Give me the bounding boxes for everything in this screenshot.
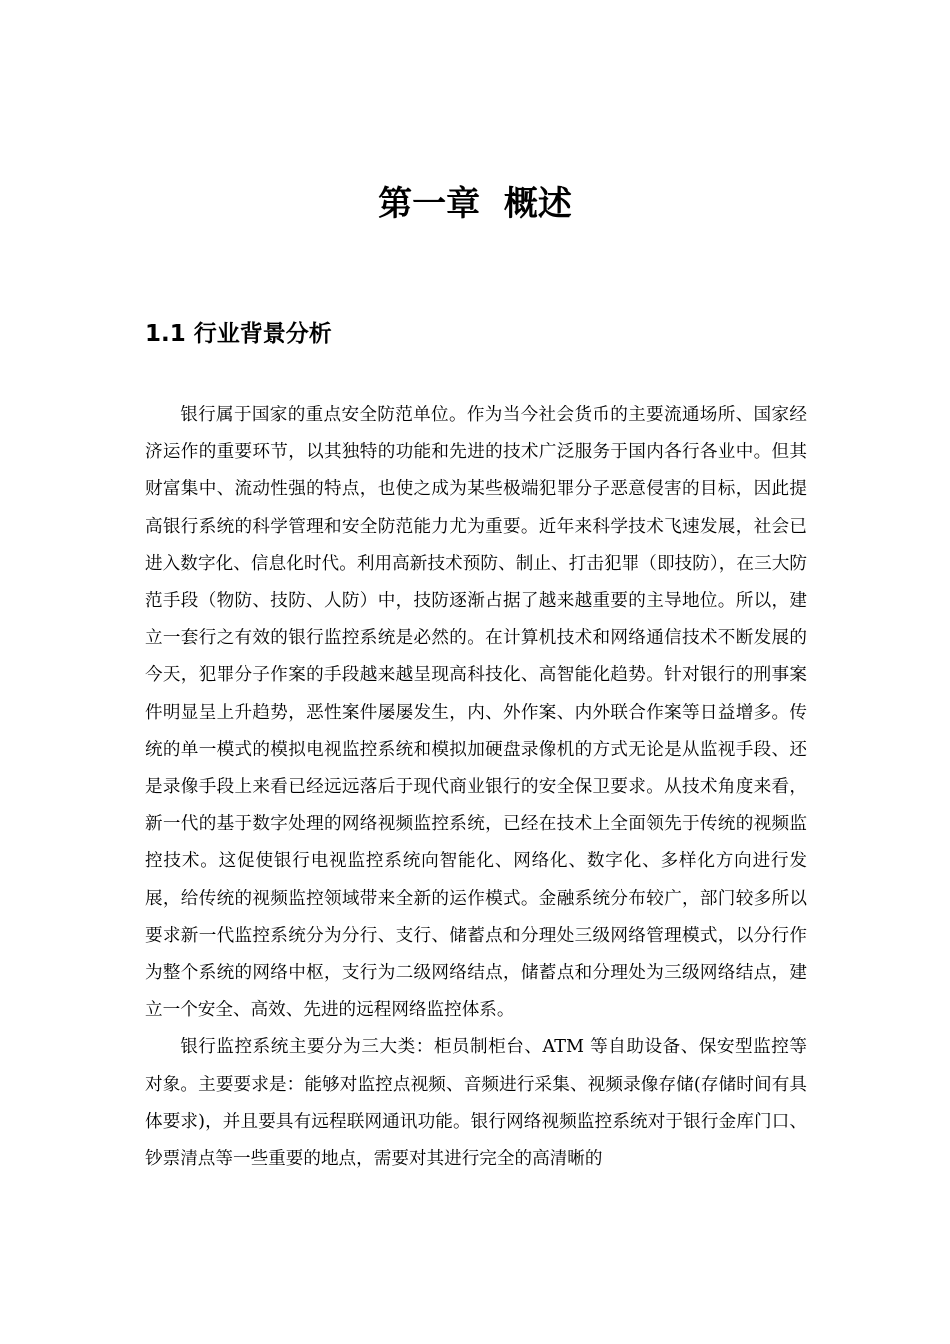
paragraph-1: 银行属于国家的重点安全防范单位。作为当今社会货币的主要流通场所、国家经济运作的重要环节，以其独特的功能和先进的技术广泛服务于国内各行各业中。但其财富集中、流动性强的特点，也使之成为某些极端犯罪分子恶意侵害的目标，因此提高银行系统的科学管理和安全防范能力尤为重要。近年来科学技术飞速发展，社会已进入数字化、信息化时代。利用高新技术预防、制止、打击犯罪（即技防），在三大防范手段（物防、技防、人防）中，技防逐渐占据了越来越重要的主导地位。所以，建立一套行之有效的银行监控系统是必然的。在计算机技术和网络通信技术不断发展的今天，犯罪分子作案的手段越来越呈现高科技化、高智能化趋势。针对银行的刑事案件明显呈上升趋势，恶性案件屡屡发生，内、外作案、内外联合作案等日益增多。传统的单一模式的模拟电视监控系统和模拟加硬盘录像机的方式无论是从监视手段、还是录像手段上来看已经远远落后于现代商业银行的安全保卫要求。从技术角度来看，新一代的基于数字处理的网络视频监控系统，已经在技术上全面领先于传统的视频监控技术。这促使银行电视监控系统向智能化、网络化、数字化、多样化方向进行发展，给传统的视频监控领域带来全新的运作模式。金融系统分布较广，部门较多所以要求新一代监控系统分为分行、支行、储蓄点和分理处三级网络管理模式，以分行作为整个系统的网络中枢，支行为二级网络结点，储蓄点和分理处为三级网络结点，建立一个安全、高效、先进的远程网络监控体系。 <box>145 405 807 1021</box>
paragraph-2: 银行监控系统主要分为三大类：柜员制柜台、ATM 等自助设备、保安型监控等对象。主要要求是：能够对监控点视频、音频进行采集、视频录像存储(存储时间有具体要求)，并且要具有远程联网通讯功能。银行网络视频监控系统对于银行金库门口、钞票清点等一些重要的地点，需要对其进行完全的高清晰的 <box>145 1037 807 1170</box>
body-text <box>145 397 807 1178</box>
section-title: 1.1 行业背景分析 <box>145 321 332 347</box>
chapter-title: 第一章 概述 <box>378 184 572 224</box>
